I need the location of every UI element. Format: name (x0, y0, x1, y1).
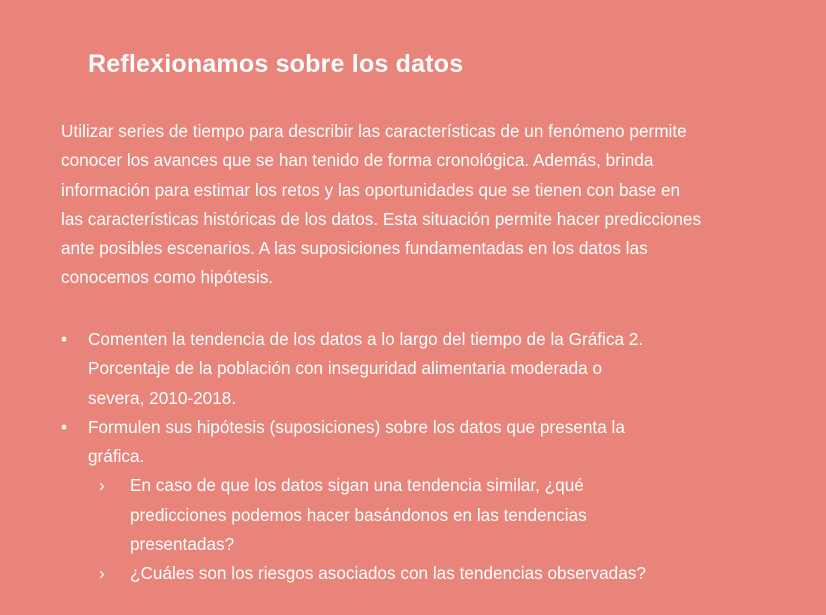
paragraph-line: Utilizar series de tiempo para describir las características de un fenómeno permite (61, 121, 687, 141)
list-item-line: severa, 2010-2018. (88, 387, 237, 408)
sub-list-item-line: presentadas? (130, 534, 235, 555)
paragraph-line: conocer los avances que se han tenido de forma cronológica. Además, brinda (61, 150, 654, 171)
chevron-right-icon: › (99, 475, 105, 496)
bullet-icon: • (61, 329, 68, 349)
sub-list-item-line: predicciones podemos hacer basándonos en las tendencias (130, 504, 587, 525)
section-title: Reflexionamos sobre los datos (88, 50, 464, 78)
list-item-line: Comenten la tendencia de los datos a lo largo del tiempo de la Gráfica 2. (88, 329, 644, 349)
paragraph-line: ante posibles escenarios. A las suposiciones fundamentadas en los datos las (61, 238, 648, 259)
list-item (61, 413, 646, 472)
chevron-right-icon: › (99, 563, 105, 584)
sub-list-item-line: En caso de que los datos sigan una tendencia similar, ¿qué (130, 475, 584, 496)
sub-list-item (61, 471, 646, 559)
list-item-line: Formulen sus hipótesis (suposiciones) sobre los datos que presenta la (88, 416, 625, 437)
sub-list-item (61, 559, 646, 588)
list-item-line: Porcentaje de la población con inseguridad alimentaria moderada o (88, 358, 603, 379)
question-list (61, 325, 646, 589)
bullet-icon: • (61, 416, 68, 437)
list-item-line: gráfica. (88, 446, 145, 467)
paragraph-line: información para estimar los retos y las oportunidades que se tienen con base en (61, 179, 681, 200)
sub-list-item-line: ¿Cuáles son los riesgos asociados con las tendencias observadas? (130, 563, 646, 584)
paragraph-line: las características históricas de los datos. Esta situación permite hacer predicciones (61, 208, 702, 229)
intro-paragraph (61, 117, 701, 293)
paragraph-line: conocemos como hipótesis. (61, 267, 274, 288)
list-item (61, 325, 646, 413)
